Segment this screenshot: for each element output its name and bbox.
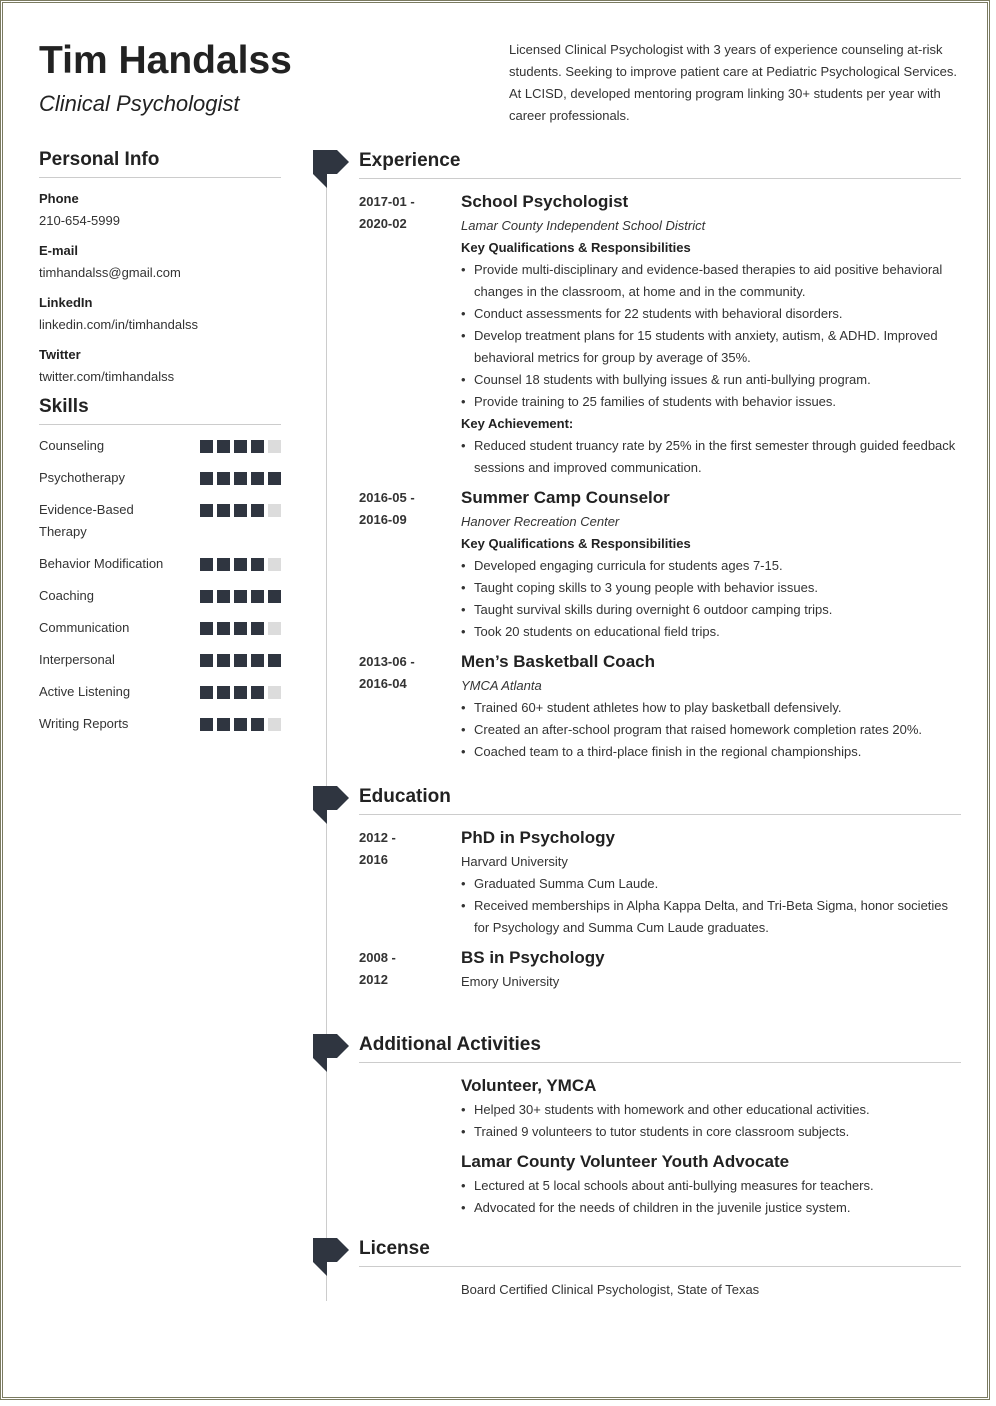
skill-level-dot [268, 504, 281, 517]
bullet-item: • Develop treatment plans for 15 students with anxiety, autism, & ADHD. Improved behavioral metrics for group by average of 35%. [461, 325, 961, 369]
skill-level-dot [268, 686, 281, 699]
activity-title: Lamar County Volunteer Youth Advocate [461, 1152, 790, 1171]
education-heading: Education [359, 786, 961, 815]
skill-level-dot [217, 622, 230, 635]
bullet-list [461, 555, 961, 643]
education-entry [359, 827, 961, 939]
experience-section [359, 150, 961, 771]
timeline-line [326, 173, 327, 1301]
entry-date [359, 947, 461, 993]
skill-level-dot [268, 440, 281, 453]
entry-body [461, 1075, 961, 1143]
job-title: Summer Camp Counselor [461, 488, 670, 507]
date-start: 2017-01 - [359, 194, 415, 209]
bullet-item: • Developed engaging curricula for students ages 7-15. [461, 555, 961, 577]
activities-section [359, 1034, 961, 1227]
bullet-item: • Counsel 18 students with bullying issues & run anti-bullying program. [461, 369, 961, 391]
skill-row [39, 617, 281, 639]
skill-row [39, 499, 281, 543]
skill-level-dot [217, 558, 230, 571]
skill-name: Interpersonal [39, 652, 115, 667]
skill-level-dot [251, 686, 264, 699]
skill-level-dot [234, 654, 247, 667]
phone-label: Phone [39, 191, 79, 206]
email-label: E-mail [39, 243, 79, 258]
skill-name: Active Listening [39, 684, 131, 699]
skill-level-dot [251, 622, 264, 635]
entry-date-spacer [359, 1075, 461, 1143]
skill-name: Counseling [39, 438, 105, 453]
bullet-item: • Trained 9 volunteers to tutor students in core classroom subjects. [461, 1121, 961, 1143]
skill-level-dot [200, 440, 213, 453]
bullet-item: • Conduct assessments for 22 students with behavioral disorders. [461, 303, 961, 325]
skill-level-dot [217, 440, 230, 453]
skill-level-dot [251, 590, 264, 603]
skill-row [39, 467, 281, 489]
skill-level-meter [200, 649, 281, 667]
skill-level-meter [200, 617, 281, 635]
experience-entry [359, 191, 961, 479]
personal-info-list [39, 188, 281, 388]
date-end: 2020-02 [359, 216, 407, 231]
personal-info-heading: Personal Info [39, 149, 281, 178]
section-flag-icon [311, 786, 349, 824]
bullet-list [461, 1099, 961, 1143]
group-heading: Key Qualifications & Responsibilities [461, 536, 691, 551]
bullet-item: • Helped 30+ students with homework and other educational activities. [461, 1099, 961, 1121]
skill-row [39, 649, 281, 671]
skill-level-dot [234, 472, 247, 485]
entry-body [461, 651, 961, 763]
skill-level-meter [200, 713, 281, 731]
experience-entry [359, 651, 961, 763]
bullet-item: • Reduced student truancy rate by 25% in the first semester through guided feedback sessions and improved communication. [461, 435, 961, 479]
employer: YMCA Atlanta [461, 678, 542, 693]
bullet-item: • Took 20 students on educational field trips. [461, 621, 961, 643]
entry-body [461, 1151, 961, 1219]
activity-entry [359, 1075, 961, 1143]
summary-text: Licensed Clinical Psychologist with 3 years of experience counseling at-risk students. Seeking to improve patient care at Pediatric Psychological Services. At LCISD, developed mentoring program linking 30+ students per year with career professionals. [509, 42, 958, 123]
degree-title: PhD in Psychology [461, 828, 615, 847]
skill-level-dot [251, 654, 264, 667]
skill-level-dot [234, 622, 247, 635]
twitter-value: twitter.com/timhandalss [39, 369, 175, 384]
skill-level-dot [251, 440, 264, 453]
skill-level-dot [268, 622, 281, 635]
degree-title: BS in Psychology [461, 948, 605, 967]
skill-level-dot [200, 504, 213, 517]
date-start: 2016-05 - [359, 490, 415, 505]
skill-level-meter [200, 553, 281, 571]
entry-body [461, 827, 961, 939]
left-column [39, 149, 281, 745]
skill-row [39, 681, 281, 703]
bullet-item: • Received memberships in Alpha Kappa Delta, and Tri-Beta Sigma, honor societies for Psychology and Summa Cum Laude graduates. [461, 895, 961, 939]
bullet-item: • Taught coping skills to 3 young people with behavior issues. [461, 577, 961, 599]
skill-name: Psychotherapy [39, 470, 125, 485]
skill-level-dot [200, 472, 213, 485]
twitter-label: Twitter [39, 347, 81, 362]
employer: Lamar County Independent School District [461, 218, 706, 233]
skill-level-dot [200, 558, 213, 571]
entry-body [461, 191, 961, 479]
bullet-item: • Provide training to 25 families of students with behavior issues. [461, 391, 961, 413]
skill-name: Behavior Modification [39, 556, 164, 571]
bullet-list [461, 873, 961, 939]
license-heading: License [359, 1238, 961, 1267]
experience-heading: Experience [359, 150, 961, 179]
section-flag-icon [311, 150, 349, 188]
skill-level-dot [251, 558, 264, 571]
activity-title: Volunteer, YMCA [461, 1076, 597, 1095]
school-name: Emory University [461, 974, 560, 989]
skill-level-dot [234, 504, 247, 517]
skill-level-dot [268, 654, 281, 667]
skill-level-dot [251, 718, 264, 731]
bullet-list [461, 435, 961, 479]
activity-entry [359, 1151, 961, 1219]
date-end: 2012 [359, 972, 388, 987]
group-heading: Key Qualifications & Responsibilities [461, 240, 691, 255]
skill-level-dot [217, 590, 230, 603]
date-end: 2016-04 [359, 676, 407, 691]
entry-date [359, 487, 461, 643]
skill-level-dot [268, 472, 281, 485]
skill-level-dot [217, 504, 230, 517]
bullet-item: • Created an after-school program that raised homework completion rates 20%. [461, 719, 961, 741]
resume-name: Tim Handalss [39, 39, 292, 82]
skill-level-dot [217, 718, 230, 731]
section-flag-icon [311, 1034, 349, 1072]
bullet-list [461, 697, 961, 763]
school-name: Harvard University [461, 854, 568, 869]
entry-date [359, 191, 461, 479]
skill-level-dot [200, 590, 213, 603]
skill-level-meter [200, 499, 281, 517]
skill-row [39, 553, 281, 575]
experience-entry [359, 487, 961, 643]
bullet-list [461, 259, 961, 413]
skill-level-dot [234, 440, 247, 453]
skill-row [39, 713, 281, 735]
skills-heading: Skills [39, 396, 281, 425]
activities-heading: Additional Activities [359, 1034, 961, 1063]
date-end: 2016-09 [359, 512, 407, 527]
skill-name: Coaching [39, 588, 94, 603]
skill-level-dot [268, 590, 281, 603]
experience-list [359, 191, 961, 763]
activities-list [359, 1075, 961, 1219]
entry-body [461, 947, 961, 993]
skill-level-dot [268, 558, 281, 571]
skill-row [39, 585, 281, 607]
education-entry [359, 947, 961, 993]
skill-name: Evidence-Based Therapy [39, 502, 134, 539]
skill-level-meter [200, 435, 281, 453]
email-value: timhandalss@gmail.com [39, 265, 181, 280]
section-flag-icon [311, 1238, 349, 1276]
skill-level-dot [251, 504, 264, 517]
skill-level-dot [268, 718, 281, 731]
bullet-list [461, 1175, 961, 1219]
skill-level-dot [251, 472, 264, 485]
entry-date [359, 827, 461, 939]
skill-row [39, 435, 281, 457]
skill-level-dot [200, 718, 213, 731]
skill-level-dot [217, 686, 230, 699]
skill-name: Communication [39, 620, 130, 635]
skill-level-dot [234, 718, 247, 731]
bullet-item: • Lectured at 5 local schools about anti-bullying measures for teachers. [461, 1175, 961, 1197]
linkedin-value: linkedin.com/in/timhandalss [39, 317, 198, 332]
education-list [359, 827, 961, 993]
job-title: School Psychologist [461, 192, 629, 211]
entry-date [359, 651, 461, 763]
employer: Hanover Recreation Center [461, 514, 620, 529]
skill-level-dot [234, 686, 247, 699]
license-text: Board Certified Clinical Psychologist, State of Texas [461, 1282, 760, 1297]
bullet-item: • Graduated Summa Cum Laude. [461, 873, 961, 895]
skill-level-dot [217, 472, 230, 485]
skill-level-meter [200, 681, 281, 699]
skill-level-dot [234, 558, 247, 571]
skill-name: Writing Reports [39, 716, 129, 731]
skill-level-dot [200, 654, 213, 667]
skill-level-dot [200, 622, 213, 635]
skill-level-dot [217, 654, 230, 667]
linkedin-label: LinkedIn [39, 295, 93, 310]
license-entry [359, 1279, 961, 1301]
skills-list [39, 435, 281, 735]
skill-level-meter [200, 585, 281, 603]
group-heading: Key Achievement: [461, 416, 574, 431]
phone-value: 210-654-5999 [39, 213, 120, 228]
bullet-item: • Provide multi-disciplinary and evidence-based therapies to aid positive behavioral changes in the classroom, at home and in the community. [461, 259, 961, 303]
skill-level-dot [234, 590, 247, 603]
bullet-item: • Trained 60+ student athletes how to play basketball defensively. [461, 697, 961, 719]
date-start: 2008 - [359, 950, 396, 965]
license-section [359, 1238, 961, 1309]
date-end: 2016 [359, 852, 388, 867]
date-start: 2013-06 - [359, 654, 415, 669]
date-start: 2012 - [359, 830, 396, 845]
education-section [359, 786, 961, 1001]
entry-body [461, 487, 961, 643]
bullet-item: • Advocated for the needs of children in the juvenile justice system. [461, 1197, 961, 1219]
resume-role: Clinical Psychologist [39, 91, 240, 116]
skill-level-dot [200, 686, 213, 699]
skill-level-meter [200, 467, 281, 485]
bullet-item: • Taught survival skills during overnight 6 outdoor camping trips. [461, 599, 961, 621]
entry-date-spacer [359, 1151, 461, 1219]
bullet-item: • Coached team to a third-place finish in the regional championships. [461, 741, 961, 763]
job-title: Men’s Basketball Coach [461, 652, 655, 671]
